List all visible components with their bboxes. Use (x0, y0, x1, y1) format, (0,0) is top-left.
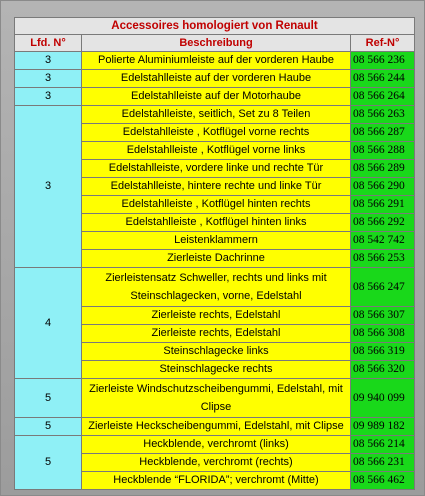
row-reference: 08 566 231 (351, 454, 415, 472)
row-reference: 08 566 462 (351, 472, 415, 490)
table-row (15, 418, 415, 436)
row-reference: 08 566 319 (351, 343, 415, 361)
accessories-table (14, 17, 415, 490)
row-reference: 08 566 292 (351, 214, 415, 232)
row-reference: 08 566 320 (351, 361, 415, 379)
row-number: 3 (15, 88, 82, 106)
row-description: Zierleiste rechts, Edelstahl (82, 325, 351, 343)
table-row (15, 52, 415, 70)
row-description: Leistenklammern (82, 232, 351, 250)
row-description: Zierleiste rechts, Edelstahl (82, 307, 351, 325)
row-description: Edelstahlleiste , Kotflügel vorne rechts (82, 124, 351, 142)
header-lfd-nr: Lfd. N° (15, 35, 82, 52)
row-description: Heckblende, verchromt (links) (82, 436, 351, 454)
table-row (15, 88, 415, 106)
row-reference: 08 566 307 (351, 307, 415, 325)
row-description: Edelstahlleiste , Kotflügel hinten links (82, 214, 351, 232)
row-description: Edelstahlleiste auf der Motorhaube (82, 88, 351, 106)
row-reference: 08 566 236 (351, 52, 415, 70)
table-row (15, 436, 415, 454)
row-description: Steinschlagecke rechts (82, 361, 351, 379)
row-number: 4 (15, 268, 82, 379)
row-reference: 08 566 264 (351, 88, 415, 106)
row-description: Edelstahlleiste , Kotflügel vorne links (82, 142, 351, 160)
row-description: Zierleiste Windschutzscheibengummi, Edelstahl, mit Clipse (82, 379, 351, 418)
table-row (15, 268, 415, 307)
table-body (15, 52, 415, 490)
row-reference: 09 989 182 (351, 418, 415, 436)
row-reference: 08 566 291 (351, 196, 415, 214)
row-description: Zierleistensatz Schweller, rechts und links mit Steinschlagecken, vorne, Edelstahl (82, 268, 351, 307)
table-title: Accessoires homologiert von Renault (15, 18, 415, 35)
table-row (15, 70, 415, 88)
row-reference: 08 566 287 (351, 124, 415, 142)
row-reference: 08 566 289 (351, 160, 415, 178)
row-reference: 08 566 290 (351, 178, 415, 196)
row-description: Zierleiste Dachrinne (82, 250, 351, 268)
row-number: 3 (15, 70, 82, 88)
table-row (15, 106, 415, 124)
row-reference: 08 566 308 (351, 325, 415, 343)
row-description: Edelstahlleiste auf der vorderen Haube (82, 70, 351, 88)
row-reference: 08 566 253 (351, 250, 415, 268)
row-description: Zierleiste Heckscheibengummi, Edelstahl, mit Clipse (82, 418, 351, 436)
header-beschreibung: Beschreibung (82, 35, 351, 52)
row-number: 5 (15, 418, 82, 436)
row-number: 5 (15, 436, 82, 490)
row-number: 3 (15, 106, 82, 268)
row-description: Heckblende, verchromt (rechts) (82, 454, 351, 472)
header-ref-nr: Ref-N° (351, 35, 415, 52)
row-description: Edelstahlleiste, seitlich, Set zu 8 Teilen (82, 106, 351, 124)
row-description: Edelstahlleiste , Kotflügel hinten rechts (82, 196, 351, 214)
row-description: Polierte Aluminiumleiste auf der vorderen Haube (82, 52, 351, 70)
row-description: Edelstahlleiste, vordere linke und rechte Tür (82, 160, 351, 178)
row-reference: 08 566 288 (351, 142, 415, 160)
row-description: Heckblende “FLORIDA”; verchromt (Mitte) (82, 472, 351, 490)
row-description: Edelstahlleiste, hintere rechte und linke Tür (82, 178, 351, 196)
row-reference: 08 566 263 (351, 106, 415, 124)
row-reference: 09 940 099 (351, 379, 415, 418)
table-row (15, 379, 415, 418)
row-reference: 08 566 244 (351, 70, 415, 88)
row-reference: 08 566 247 (351, 268, 415, 307)
row-number: 5 (15, 379, 82, 418)
row-reference: 08 566 214 (351, 436, 415, 454)
row-number: 3 (15, 52, 82, 70)
row-description: Steinschlagecke links (82, 343, 351, 361)
row-reference: 08 542 742 (351, 232, 415, 250)
